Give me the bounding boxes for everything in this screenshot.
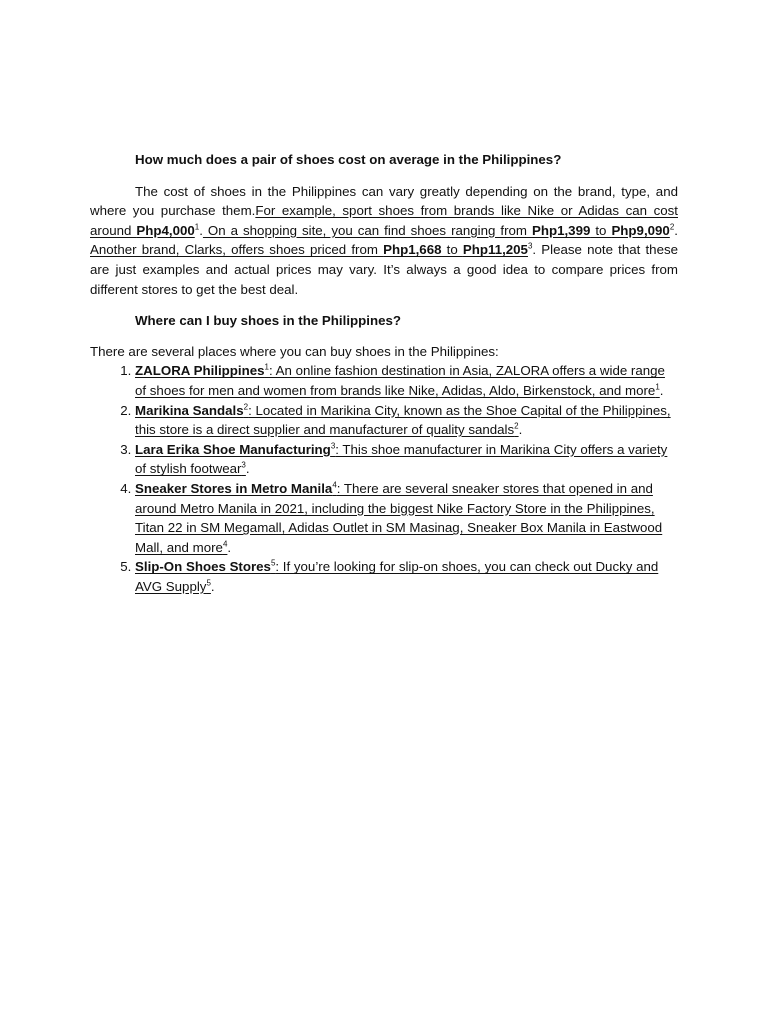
price-php4000: Php4,000 bbox=[136, 222, 195, 238]
citation-sport-shoes[interactable]: For example, sport shoes from brands like Nike or Adidas can cost around Php4,000 bbox=[90, 203, 678, 238]
heading-shoe-cost: How much does a pair of shoes cost on average in the Philippines? bbox=[135, 152, 562, 167]
store-name: Marikina Sandals bbox=[135, 402, 244, 418]
citation-shopping-site[interactable]: On a shopping site, you can find shoes ranging from Php1,399 to Php9,090 bbox=[202, 222, 670, 238]
footnote-ref-1[interactable]: 1 bbox=[194, 222, 200, 232]
citation-clarks[interactable]: Another brand, Clarks, offers shoes priced from Php1,668 to Php11,205 bbox=[90, 242, 528, 258]
price-php1399: Php1,399 bbox=[531, 222, 591, 238]
list-item: 2. Marikina Sandals$^2$: Located in Marikina City, known as the Shoe Capital of the Philippines, this store is a direct supplier and manufacturer of quality sandals$^2$. bbox=[135, 401, 678, 440]
sentence-intro: The cost of shoes in the Philippines can vary greatly depending on the brand, type, and where you purchase them. bbox=[90, 183, 678, 219]
list-item: 1. ZALORA Philippines$^1$: An online fashion destination in Asia, ZALORA offers a wide range of shoes for men and women from brands like Nike, Adidas, Aldo, Birkenstock, and more$^1$. bbox=[135, 361, 678, 400]
citation-lara-erika[interactable]: Lara Erika Shoe Manufacturing$^3$: This shoe manufacturer in Marikina City offers a variety of stylish footwear$^3$ bbox=[135, 441, 668, 477]
list-intro: There are several places where you can buy shoes in the Philippines: bbox=[90, 343, 499, 359]
citation-sneaker-stores[interactable]: Sneaker Stores in Metro Manila$^4$: There are several sneaker stores that opened in and around Metro Manila in 2021, including the biggest Nike Factory Store in the Philippines, Titan 22 in SM Megamall, Adidas Outlet in SM Masinag, Sneaker Box Manila in Eastwood Mall, and more$^4$ bbox=[135, 480, 663, 555]
store-list bbox=[90, 361, 678, 596]
price-php11205: Php11,205 bbox=[462, 242, 528, 258]
paragraph-shoe-cost: The cost of shoes in the Philippines can vary greatly depending on the brand, type, and where you purchase them.For example, sport shoes from brands like Nike or Adidas can cost around Php4,000$^1$. On a shopping site, you can find shoes ranging from Php1,399 to Php9,090$^2$. Another brand, Clarks, offers shoes priced from Php1,668 to Php11,205$^3$. Please note that these are just examples and actual prices may vary. It’s always a good idea to compare prices from different stores to get the best deal. bbox=[90, 183, 679, 297]
store-name: Lara Erika Shoe Manufacturing bbox=[135, 441, 331, 457]
footnote-ref-2[interactable]: 2 bbox=[669, 222, 675, 232]
sentence-disclaimer: . Please note that these are just examples and actual prices may vary. It’s always a good idea to compare prices from different stores to get the best deal. bbox=[90, 242, 679, 297]
store-name: Slip-On Shoes Stores bbox=[135, 559, 271, 575]
heading-where-to-buy: Where can I buy shoes in the Philippines? bbox=[135, 313, 401, 329]
footnote-ref-3[interactable]: 3 bbox=[527, 241, 533, 251]
price-php1668: Php1,668 bbox=[383, 242, 442, 258]
price-php9090: Php9,090 bbox=[611, 222, 670, 238]
list-item: 3. Lara Erika Shoe Manufacturing$^3$: This shoe manufacturer in Marikina City offers a variety of stylish footwear$^3$. bbox=[135, 440, 678, 479]
list-item: 5. Slip-On Shoes Stores$^5$: If you’re looking for slip-on shoes, you can check out Ducky and AVG Supply$^5$. bbox=[135, 557, 678, 596]
document-page bbox=[90, 150, 678, 596]
citation-marikina-sandals[interactable]: Marikina Sandals$^2$: Located in Marikina City, known as the Shoe Capital of the Philippines, this store is a direct supplier and manufacturer of quality sandals$^2$ bbox=[135, 402, 671, 438]
citation-slip-on[interactable]: Slip-On Shoes Stores$^5$: If you’re looking for slip-on shoes, you can check out Ducky and AVG Supply$^5$ bbox=[135, 558, 659, 594]
list-item: 4. Sneaker Stores in Metro Manila$^4$: There are several sneaker stores that opened in and around Metro Manila in 2021, including the biggest Nike Factory Store in the Philippines, Titan 22 in SM Megamall, Adidas Outlet in SM Masinag, Sneaker Box Manila in Eastwood Mall, and more$^4$. bbox=[135, 479, 678, 557]
store-name: Sneaker Stores in Metro Manila bbox=[135, 480, 333, 496]
store-name: ZALORA Philippines bbox=[135, 363, 265, 379]
citation-zalora[interactable]: ZALORA Philippines$^1$: An online fashion destination in Asia, ZALORA offers a wide range of shoes for men and women from brands like Nike, Adidas, Aldo, Birkenstock, and more$^1$ bbox=[135, 362, 665, 398]
